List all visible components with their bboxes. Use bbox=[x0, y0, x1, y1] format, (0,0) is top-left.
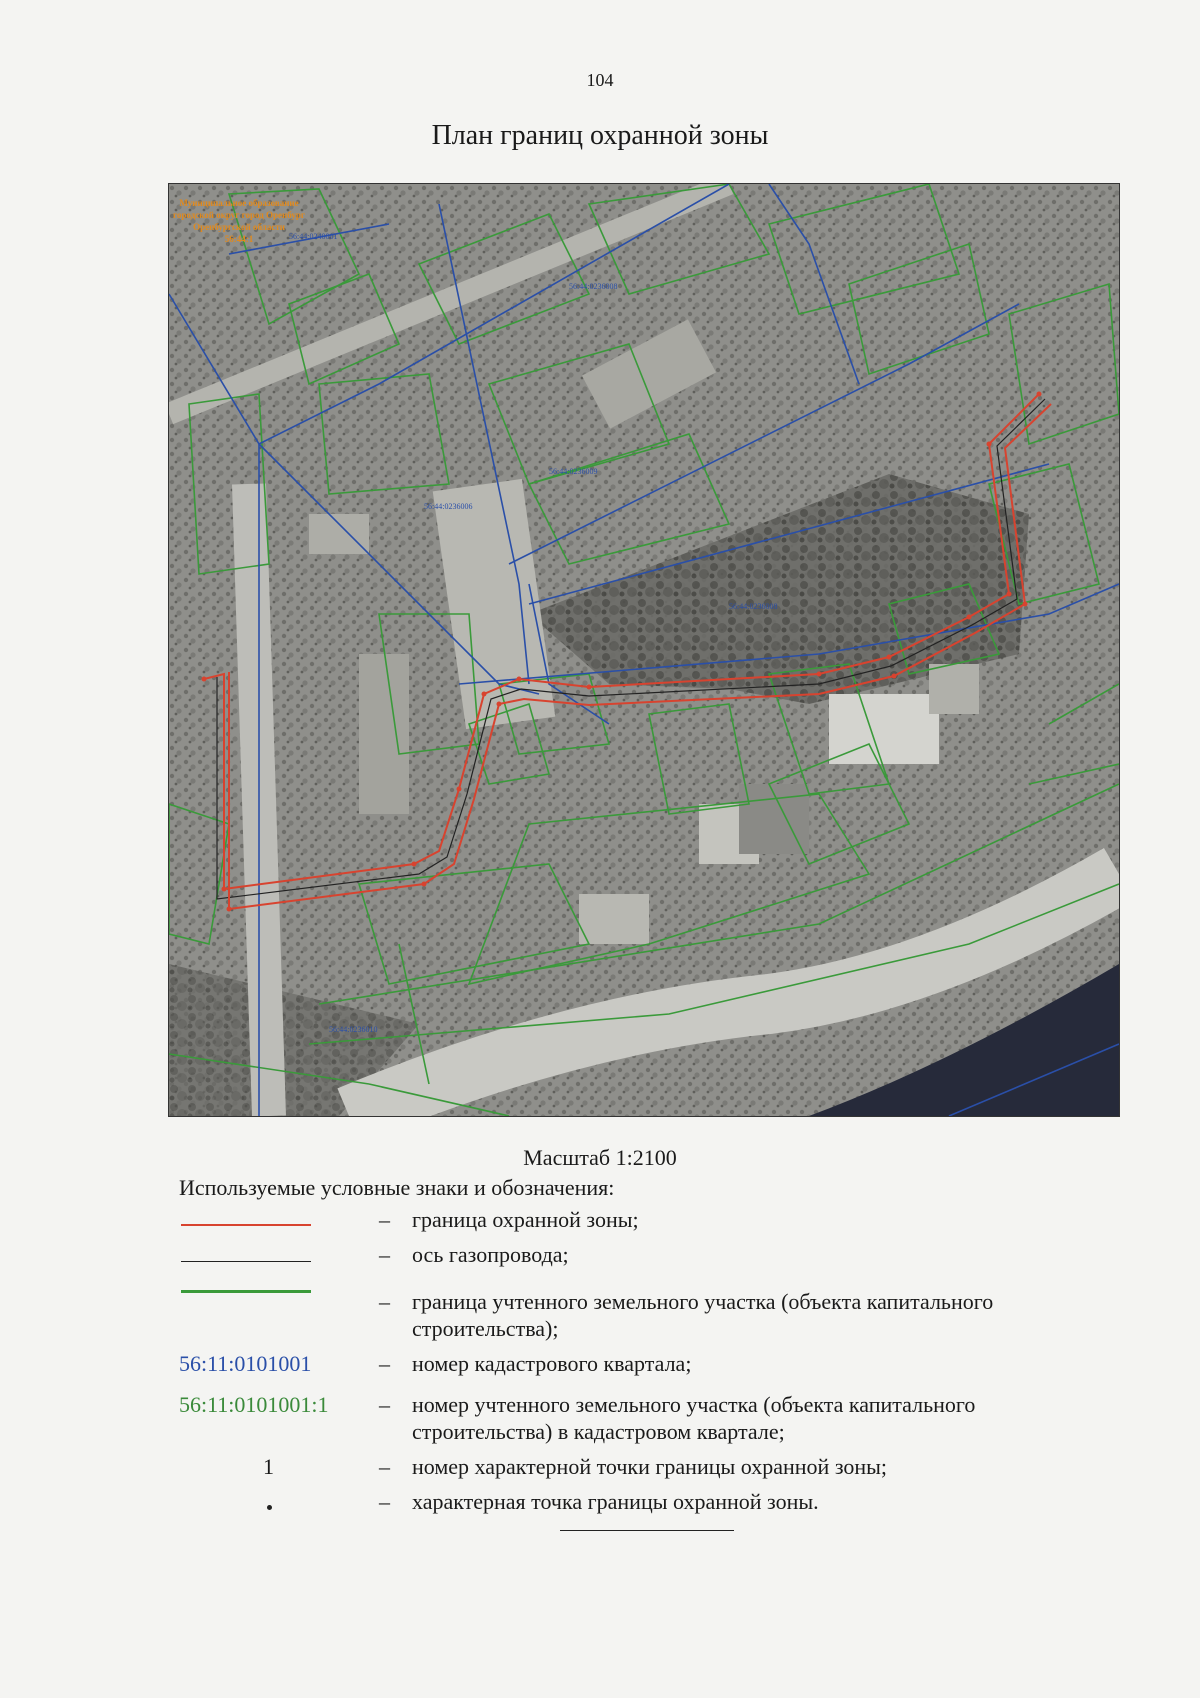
quarter-label: 56:44:0236010 bbox=[329, 1025, 378, 1034]
legend-description: граница охранной зоны; bbox=[412, 1207, 639, 1232]
municipal-label-line-4: 56:44:1 bbox=[224, 234, 254, 244]
quarter-label: 56:44:0236006 bbox=[424, 502, 473, 511]
quarter-label: 56:44:0236009 bbox=[549, 467, 598, 476]
legend bbox=[179, 1206, 1079, 1523]
legend-dash: – bbox=[379, 1351, 390, 1376]
legend-description: строительства); bbox=[412, 1316, 559, 1341]
quarter-label: 56:44:0236008 bbox=[569, 282, 618, 291]
legend-description: номер характерной точки границы охранной зоны; bbox=[412, 1454, 888, 1479]
municipal-label-line-3: Оренбургской области bbox=[193, 222, 285, 232]
legend-item-quarter-number bbox=[179, 1350, 1079, 1377]
legend-item-point-dot bbox=[179, 1488, 1079, 1515]
legend-dash: – bbox=[379, 1489, 390, 1514]
legend-dash: – bbox=[379, 1289, 390, 1314]
quarter-number-sample: 56:11:0101001 bbox=[179, 1351, 312, 1376]
legend-dash: – bbox=[379, 1454, 390, 1479]
page-title: План границ охранной зоны bbox=[431, 120, 769, 151]
black-line-icon bbox=[181, 1261, 311, 1262]
legend-dash: – bbox=[379, 1207, 390, 1232]
municipal-label-line-2: городской округ город Оренбург bbox=[173, 210, 305, 220]
point-dot-icon bbox=[267, 1505, 272, 1510]
legend-description: граница учтенного земельного участка (объекта капитального bbox=[412, 1289, 994, 1314]
map-scale: Масштаб 1:2100 bbox=[523, 1145, 677, 1170]
aerial-photo-background bbox=[169, 184, 1119, 1116]
legend-heading: Используемые условные знаки и обозначения: bbox=[179, 1175, 615, 1200]
legend-item-parcel-border bbox=[179, 1288, 1079, 1342]
map-image bbox=[168, 183, 1120, 1117]
legend-description: характерная точка границы охранной зоны. bbox=[412, 1489, 819, 1514]
legend-description: номер учтенного земельного участка (объекта капитального bbox=[412, 1392, 976, 1417]
legend-item-protection-zone bbox=[179, 1206, 1079, 1233]
red-line-icon bbox=[181, 1224, 311, 1226]
legend-item-parcel-number bbox=[179, 1391, 1079, 1445]
legend-description: номер кадастрового квартала; bbox=[412, 1351, 692, 1376]
end-divider bbox=[560, 1530, 734, 1531]
legend-description: ось газопровода; bbox=[412, 1242, 569, 1267]
legend-item-gas-axis bbox=[179, 1241, 1079, 1268]
legend-item-point-number bbox=[179, 1453, 1079, 1480]
quarter-label: 56:44:0240001 bbox=[289, 232, 338, 241]
quarter-label: 56:44:0236008 bbox=[729, 602, 778, 611]
legend-dash: – bbox=[379, 1242, 390, 1267]
legend-dash: – bbox=[379, 1392, 390, 1417]
legend-description: строительства) в кадастровом квартале; bbox=[412, 1419, 785, 1444]
point-number-sample: 1 bbox=[263, 1454, 274, 1479]
municipal-label-line-1: Муниципальное образование bbox=[179, 198, 299, 208]
parcel-number-sample: 56:11:0101001:1 bbox=[179, 1392, 329, 1417]
page-number: 104 bbox=[586, 70, 614, 90]
green-line-icon bbox=[181, 1290, 311, 1293]
